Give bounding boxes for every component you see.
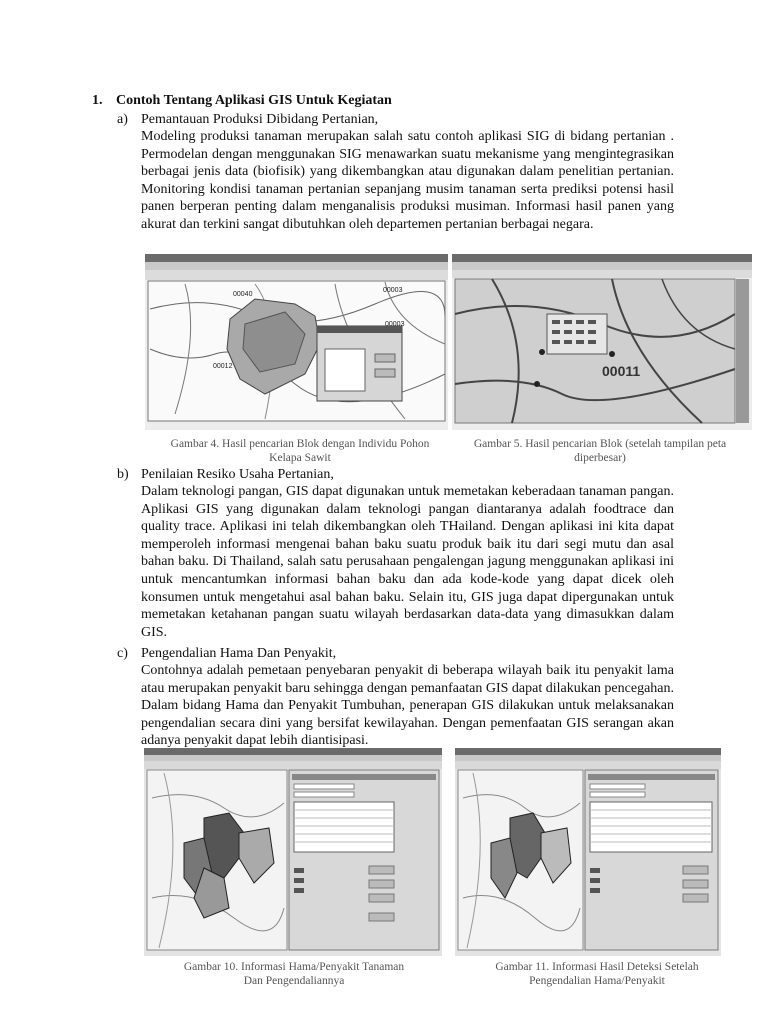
figure-4-caption-line-2: Kelapa Sawit [269,452,331,464]
item-a-paragraph: Modeling produksi tanaman merupakan salah satu contoh aplikasi SIG di bidang pertanian . Permodelan dengan menggunakan SIG menawarkan suatu mekanisme yang mengintegrasikan berbagai jenis data (biofisik) yang dikembangkan atau digunakan dalam penelitian pertanian. Monitoring kondisi tanaman pertanian sepanjang musim tanaman serta prediksi potensi hasil panen berperan penting dalam menganalisis produksi musiman. Informasi hasil panen yang akurat dan terkini sangat dibutuhkan oleh departemen pertanian berbagai negara. [141,129,674,232]
item-b-paragraph: Dalam teknologi pangan, GIS dapat digunakan untuk memetakan keberadaan tanaman pangan. Aplikasi GIS yang digunakan dalam teknologi pangan diantaranya adalah foodtrace dan quality trace. Aplikasi ini telah dikembangkan oleh THailand. Dengan aplikasi ini kita dapat memperoleh informasi mengenai bahan baku suatu produk baik itu dari segi mutu dan asal bahan baku. Di Thailand, salah satu perusahaan pengalengan jagung menggunakan aplikasi ini untuk mencantumkan informasi bahan baku dan ada kode-kode yang dapat dicek oleh konsumen untuk mengetahui asal bahan baku. Selain itu, GIS juga dapat dipergunakan untuk memetakan ketahanan pangan suatu wilayah berdasarkan data-data yang dimasukkan dalam GIS. [141,484,674,640]
figure-4-map [145,254,448,430]
figure-11-caption-line-2: Pengendalian Hama/Penyakit [529,975,665,987]
fig5-label: 00011 [602,363,641,379]
figure-4-screenshot [145,254,448,430]
section-heading [92,93,392,109]
item-b-heading [117,466,334,483]
figure-10-caption [144,960,444,988]
item-a-title: Pemantauan Produksi Dibidang Pertanian, [141,112,379,127]
item-a-label: a) [117,112,128,127]
figure-10-map [144,748,442,956]
fig4-label-1: 00040 [233,291,253,298]
figure-5-map [452,254,752,430]
item-c-paragraph: Contohnya adalah pemetaan penyebaran penyakit di beberapa wilayah baik itu penyakit lama atau merupakan penyakit baru sehingga dengan pemanfaatan GIS dapat dilakukan pencegahan. Dalam bidang Hama dan Penyakit Tumbuhan, penerapan GIS dilakukan untuk melaksanakan pengendalian secara dini yang bersifat kewilayahan. Dengan pemenfaatan GIS serangan akan adanya penyakit dapat lebih diantisipasi. [141,663,674,749]
figure-4-caption-line-1: Gambar 4. Hasil pencarian Blok dengan Individu Pohon [170,438,430,450]
figure-10-caption-line-1: Gambar 10. Informasi Hama/Penyakit Tanaman [183,961,405,973]
item-c-heading [117,645,336,662]
figure-5-caption-line-2: diperbesar) [574,452,626,464]
figure-5-caption [441,437,759,465]
figure-5-screenshot [452,254,752,430]
figure-11-caption [452,960,742,988]
figure-5-caption-line-1: Gambar 5. Hasil pencarian Blok (setelah tampilan peta [473,438,727,450]
item-b-title: Penilaian Resiko Usaha Pertanian, [141,467,334,482]
section-number: 1. [92,93,103,108]
item-c-label: c) [117,646,128,661]
item-c-title: Pengendalian Hama Dan Penyakit, [141,646,337,661]
figure-10-caption-line-2: Dan Pengendaliannya [243,975,345,987]
figure-4-caption [166,437,434,465]
figure-10-screenshot [144,748,442,956]
item-a-heading [117,111,378,128]
figure-11-caption-line-1: Gambar 11. Informasi Hasil Deteksi Setelah [495,961,699,973]
fig4-label-2: 00003 [383,287,403,294]
figure-11-map [455,748,721,956]
section-title: Contoh Tentang Aplikasi GIS Untuk Kegiatan [116,93,392,108]
item-b-label: b) [117,467,129,482]
fig4-label-3: 00012 [213,363,233,370]
fig4-label-4: 00003 [385,321,405,328]
figure-11-screenshot [455,748,721,956]
